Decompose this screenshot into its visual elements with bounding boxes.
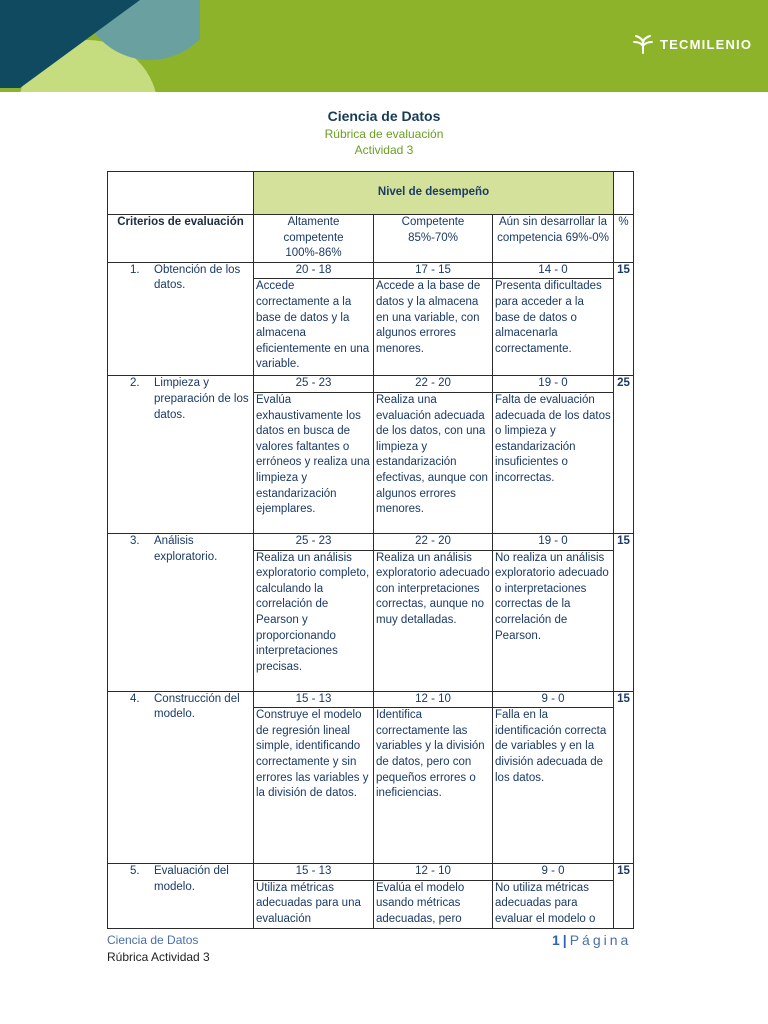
criterion-cell [108, 533, 254, 691]
column-header-row [108, 215, 634, 263]
criterion-percent: 25 [614, 376, 634, 534]
criterion-number: 4. [130, 692, 140, 705]
score-range: 15 - 13 [254, 864, 374, 881]
criterion-percent: 15 [614, 533, 634, 691]
criterion-cell [108, 262, 254, 376]
criterion-text: Construcción del modelo. [154, 692, 240, 721]
level-low-header: Aún sin desarrollar la competencia 69%-0% [493, 215, 614, 263]
document-title: Ciencia de Datos [327, 108, 441, 124]
decorative-shapes [0, 0, 200, 92]
criterion-percent: 15 [614, 864, 634, 928]
criterion-number: 3. [130, 534, 140, 547]
description-cell: Realiza un análisis exploratorio completo, calculando la correlación de Pearson y proporcionando interpretaciones precisas. [254, 550, 374, 691]
tecmilenio-logo [632, 30, 752, 58]
score-range: 25 - 23 [254, 376, 374, 393]
score-range: 25 - 23 [254, 533, 374, 550]
description-cell: Evalúa el modelo usando métricas adecuadas, pero [374, 880, 493, 928]
criterion-text: Limpieza y preparación de los datos. [154, 377, 249, 421]
score-range: 12 - 10 [374, 691, 493, 708]
level-header: Nivel de desempeño [254, 172, 614, 215]
score-range: 9 - 0 [493, 691, 614, 708]
page-label: Página [569, 932, 632, 948]
score-range: 12 - 10 [374, 864, 493, 881]
header-banner [0, 0, 768, 92]
activity-label: Actividad 3 [354, 143, 414, 157]
empty-header-cell [614, 172, 634, 215]
footer-document: Rúbrica Actividad 3 [107, 950, 210, 964]
criterion-percent: 15 [614, 691, 634, 864]
description-cell: Utiliza métricas adecuadas para una evaluación [254, 880, 374, 928]
description-cell: Realiza un análisis exploratorio adecuado con interpretaciones correctas, aunque no muy detalladas. [374, 550, 493, 691]
table-row [108, 864, 634, 881]
description-cell: Accede correctamente a la base de datos y la almacena eficientemente en una variable. [254, 279, 374, 376]
page-number: 1 [552, 932, 563, 948]
page-indicator [552, 932, 631, 948]
table-row [108, 376, 634, 393]
criterion-text: Obtención de los datos. [154, 263, 241, 292]
page-separator: | [562, 932, 570, 948]
description-cell: Evalúa exhaustivamente los datos en busca de valores faltantes o erróneos y realiza una limpieza y estandarización ejemplares. [254, 392, 374, 533]
score-range: 15 - 13 [254, 691, 374, 708]
description-cell: Realiza una evaluación adecuada de los datos, con una limpieza y estandarización efectivas, aunque con algunos errores menores. [374, 392, 493, 533]
percent-header: % [614, 215, 634, 263]
table-header-row [108, 172, 634, 215]
level-high-header: Altamente competente 100%-86% [254, 215, 374, 263]
score-range: 20 - 18 [254, 262, 374, 279]
score-range: 19 - 0 [493, 376, 614, 393]
description-cell: Construye el modelo de regresión lineal simple, identificando correctamente y sin errores las variables y la división de datos. [254, 708, 374, 864]
description-cell: Presenta dificultades para acceder a la base de datos o almacenarla correctamente. [493, 279, 614, 376]
description-cell: Falta de evaluación adecuada de los datos o limpieza y estandarización insuficientes o incorrectas. [493, 392, 614, 533]
criterion-cell [108, 376, 254, 534]
score-range: 22 - 20 [374, 376, 493, 393]
score-range: 17 - 15 [374, 262, 493, 279]
criterion-number: 2. [130, 377, 140, 390]
description-cell: No utiliza métricas adecuadas para evaluar el modelo o [493, 880, 614, 928]
criteria-header: Criterios de evaluación [108, 215, 254, 263]
description-cell: Identifica correctamente las variables y la división de datos, pero con pequeños errores o ineficiencias. [374, 708, 493, 864]
rubric-table [107, 171, 634, 929]
document-subtitle: Rúbrica de evaluación [324, 127, 444, 141]
criterion-text: Evaluación del modelo. [154, 865, 229, 893]
criterion-cell [108, 691, 254, 864]
level-mid-header: Competente 85%-70% [374, 215, 493, 263]
document-title-block [0, 106, 768, 158]
criterion-number: 1. [130, 263, 140, 276]
criterion-cell [108, 864, 254, 928]
table-row [108, 691, 634, 708]
criterion-text: Análisis exploratorio. [154, 534, 218, 563]
criterion-number: 5. [130, 865, 140, 878]
footer-course: Ciencia de Datos [107, 933, 199, 947]
description-cell: Accede a la base de datos y la almacena en una variable, con algunos errores menores. [374, 279, 493, 376]
criterion-percent: 15 [614, 262, 634, 376]
score-range: 14 - 0 [493, 262, 614, 279]
description-cell: No realiza un análisis exploratorio adecuado o interpretaciones correctas de la correlación de Pearson. [493, 550, 614, 691]
page-footer [107, 932, 210, 966]
table-row [108, 262, 634, 279]
tecmilenio-logo-icon [632, 33, 654, 55]
table-row [108, 533, 634, 550]
score-range: 9 - 0 [493, 864, 614, 881]
score-range: 22 - 20 [374, 533, 493, 550]
description-cell: Falla en la identificación correcta de variables y en la división adecuada de los datos. [493, 708, 614, 864]
score-range: 19 - 0 [493, 533, 614, 550]
empty-header-cell [108, 172, 254, 215]
logo-text: TECMILENIO [660, 36, 753, 52]
